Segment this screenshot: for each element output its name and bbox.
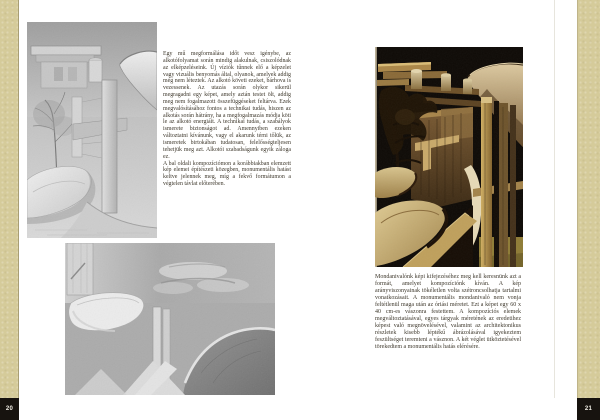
left-page-text: [163, 51, 291, 188]
right-cover-band: [577, 0, 600, 398]
pencil-drawing-horizontal-svg: [65, 243, 275, 395]
page-number-left: 20: [0, 398, 19, 420]
pencil-drawing-vertical-svg: [27, 22, 157, 238]
right-page-text: [375, 274, 521, 350]
body-paragraph: A bal oldali kompozíciómon a korábbiakban elemzett kép elemei építészeti közegben, monumentális hatást keltve jelennek meg, míg a fekvő formátumon a végtelen távlat előterében.: [163, 160, 291, 188]
oil-painting: [375, 47, 523, 267]
left-cover-band: [0, 0, 19, 398]
pencil-drawing-vertical: [27, 22, 157, 238]
oil-painting-svg: [375, 47, 523, 267]
right-page-edge-shadow: [554, 0, 555, 398]
page-number-right: 21: [577, 398, 600, 420]
body-paragraph: Mondanivalónk képi kifejezéséhez meg kell keresnünk azt a formát, amelyet kompozíciónk kíván. A kép arányviszonyainak tökéletlen volta szétroncsolhatja tartalmi vonatkozásait. A monumentális mondanivaló nem vonja feltétlenül maga után az óriási méretet. Ezt a képet egy 60 x 40 cm-es vászonra festettem. A kompozíciós elemek megváltoztatásával, egyes tárgyak méretének az eredetihez képest való megnövelésével, valamint az architektonikus részletek kisebb léptékű ábrázolásával igyekeztem feszültséget teremteni a vásznon. A két véglet ütköztetésével törekedtem a monumentális hatás elérésére.: [375, 274, 521, 350]
pencil-drawing-horizontal: [65, 243, 275, 395]
body-paragraph: Egy mű megformálása időt vesz igénybe, az alkotófolyamat során mindig alakulnak, csiszolódnak az elképzeléseink. Új víziók tűnnek elő a képzelet vagy vizuális benyomás által, olyanok, amelyek addig még nem léteztek. Az alkotó követi ezeket, bárhova is vezessenek. Az utazás során olykor sikerül megragadni egy képet, amely aztán testet ölt, addig meg nem fogalmazott összefüggéseket feltárva. Ezek megvalósításához fontos a technikai tudás, hiszen az alkotás során hátrány, ha a megfogalmazás módja köti le az alkotó energiáit. A technikai tudás, a szabályok ismerete biztonságot ad. Amennyiben ezeken változtatni kívánunk, vagy el akarunk térni tőlük, az ismeretek birtokában tudatosan, felelősségteljesen tehetjük meg azt. Alkotói szabadságunk egyik záloga ez.: [163, 51, 291, 160]
